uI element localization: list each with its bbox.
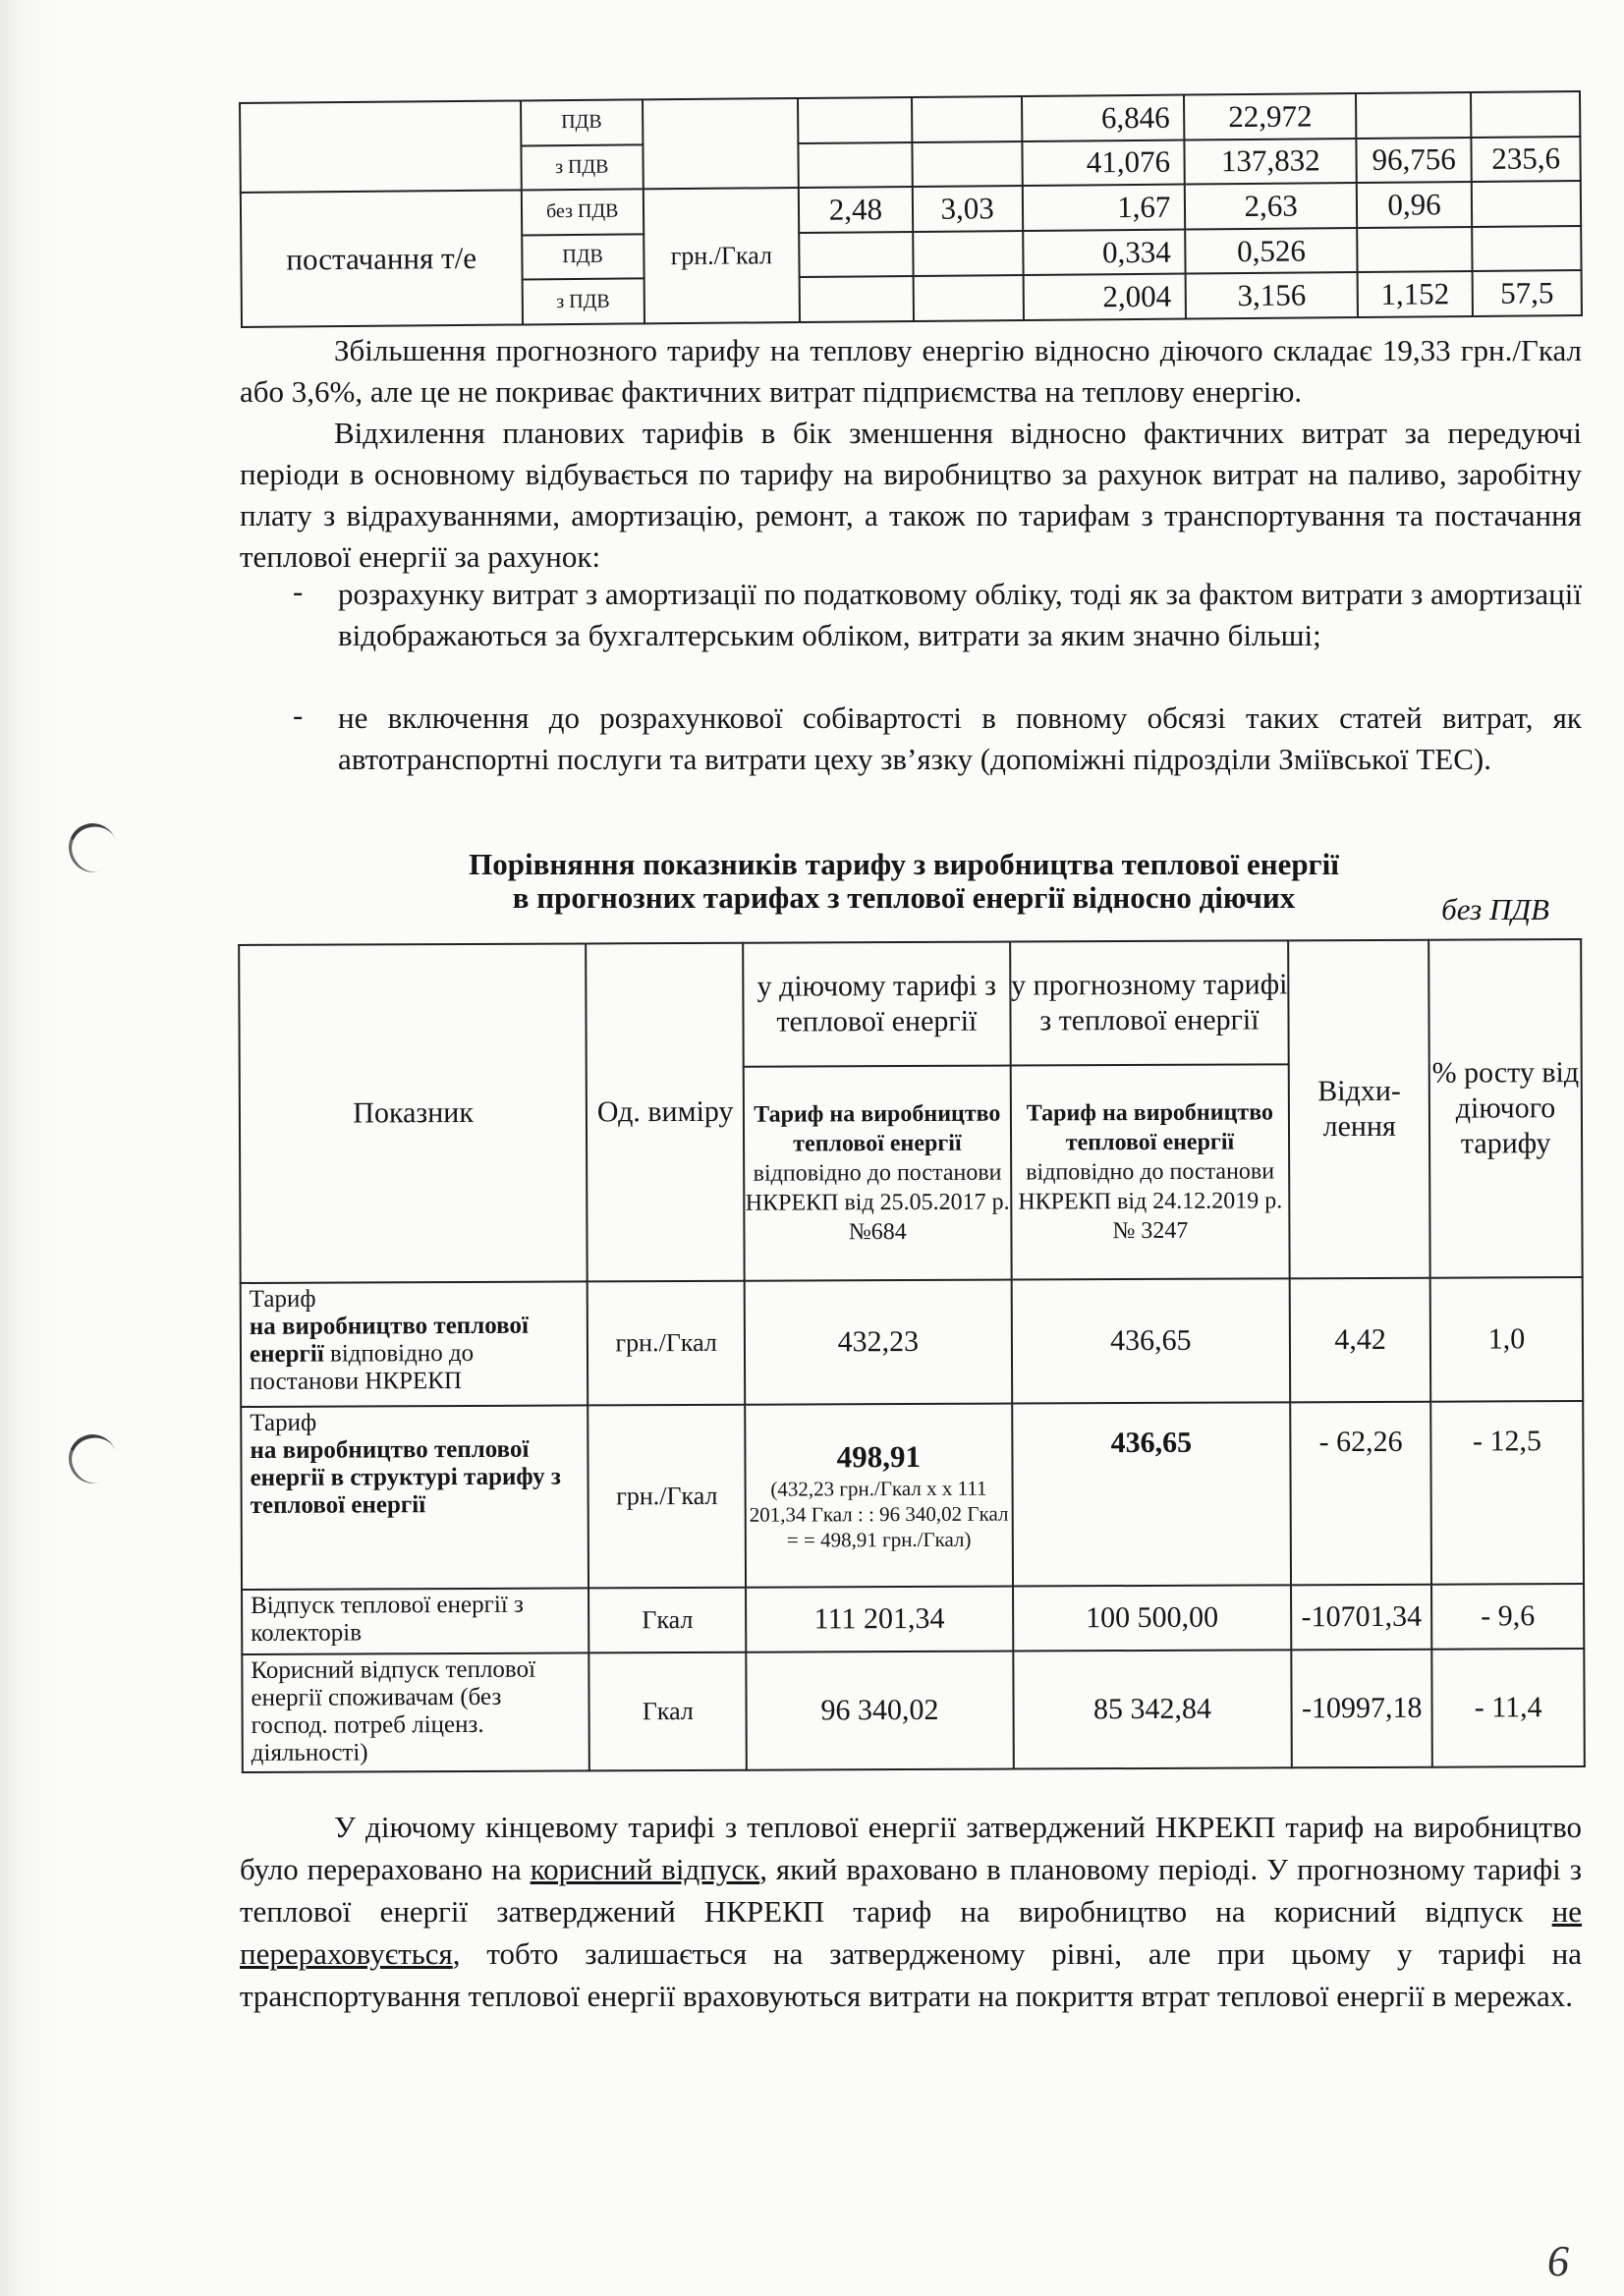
table-cell: постачання т/е bbox=[241, 191, 523, 327]
table-cell bbox=[1357, 227, 1473, 273]
row-label: Відпуск теплової енергії з колекторів bbox=[242, 1588, 589, 1654]
bullet-dash: - bbox=[293, 574, 304, 608]
table-cell bbox=[912, 141, 1022, 188]
table-cell: 57,5 bbox=[1473, 270, 1582, 316]
row-label-bold: на виробництво теплової енергії в структурі тарифу з теплової енергії bbox=[250, 1435, 561, 1519]
row-growth: - 12,5 bbox=[1430, 1401, 1584, 1585]
header-indicator: Показник bbox=[239, 943, 588, 1283]
bullet-item-amortization: розрахунку витрат з амортизації по податковому обліку, тоді як за фактом витрати з амортизації відображаються за бухгалтерським обліком, витрати за яким значно більші; bbox=[338, 577, 1582, 652]
row-forecast: 436,65 bbox=[1012, 1402, 1291, 1586]
vat-note: без ПДВ bbox=[1441, 892, 1549, 926]
closing-text: , який враховано в плановому періоді. У прогнозному тарифі з теплової енергії затверджений НКРЕКП тариф на виробництво на корисний відпуск bbox=[240, 1852, 1582, 1929]
header-forecast-tariff: у прогнозному тарифі з теплової енергії bbox=[1010, 940, 1289, 1065]
row-growth: 1,0 bbox=[1430, 1277, 1583, 1402]
comparison-table bbox=[238, 938, 1586, 1773]
row-label: Корисний відпуск теплової енергії споживачам (без господ. потреб ліценз. діяльності) bbox=[242, 1652, 589, 1772]
row-unit: грн./Гкал bbox=[588, 1281, 745, 1406]
table-cell bbox=[912, 96, 1022, 142]
table-cell: 235,6 bbox=[1472, 137, 1581, 183]
header-forecast-sub bbox=[1010, 1064, 1290, 1279]
row-deviation: 4,42 bbox=[1290, 1278, 1430, 1403]
table-cell: 0,96 bbox=[1357, 182, 1473, 228]
row-label-bold: на виробництво теплової енергії bbox=[249, 1312, 529, 1368]
row-unit: грн./Гкал bbox=[588, 1405, 747, 1589]
row-current: 96 340,02 bbox=[746, 1652, 1013, 1770]
table-cell: 2,48 bbox=[799, 187, 913, 233]
header-current-sub-bold: Тариф на виробництво теплової енергії bbox=[754, 1100, 1001, 1157]
table-cell bbox=[1472, 226, 1581, 272]
table-cell: ПДВ bbox=[522, 234, 644, 280]
row-label bbox=[241, 1405, 588, 1590]
header-forecast-sub-bold: Тариф на виробництво теплової енергії bbox=[1026, 1099, 1274, 1156]
bullet-dash: - bbox=[293, 698, 304, 732]
header-growth: % росту від діючого тарифу bbox=[1428, 939, 1582, 1278]
table-cell: 22,972 bbox=[1184, 93, 1356, 140]
table-cell: 0,334 bbox=[1023, 229, 1186, 275]
bullet-item-costs: не включення до розрахункової собівартості в повному обсязі таких статей витрат, як автотранспортні послуги та витрати цеху зв’язку (допоміжні підрозділи Зміївської ТЕС). bbox=[338, 700, 1582, 776]
table-cell bbox=[643, 98, 799, 190]
table-row bbox=[241, 1277, 1584, 1407]
row-unit: Гкал bbox=[589, 1652, 747, 1771]
row-label-text: Тариф bbox=[249, 1285, 316, 1313]
table-row bbox=[241, 1401, 1584, 1590]
table-cell: 0,526 bbox=[1186, 228, 1358, 274]
row-deviation: -10997,18 bbox=[1292, 1650, 1432, 1768]
table-cell: без ПДВ bbox=[521, 190, 644, 236]
table-cell: 1,152 bbox=[1358, 271, 1474, 317]
header-current-sub bbox=[744, 1066, 1011, 1281]
row-forecast: 436,65 bbox=[1011, 1278, 1290, 1403]
row-current-calculation: (432,23 грн./Гкал х х 111 201,34 Гкал : : 96 340,02 Гкал = = 498,91 грн./Гкал) bbox=[749, 1476, 1009, 1552]
closing-text: У діючому кінцевому тарифі з теплової енергії затверджений НКРЕКП тариф на виробництво було перераховано на bbox=[240, 1810, 1582, 1886]
paragraph-increase: Збільшення прогнозного тарифу на теплову енергію відносно діючого складає 19,33 грн./Гкал або 3,6%, але це не покриває фактичних витрат підприємства на теплову енергію. bbox=[240, 333, 1582, 409]
table-cell bbox=[913, 231, 1023, 277]
table-cell: 137,832 bbox=[1185, 139, 1357, 185]
table-header-row bbox=[239, 939, 1582, 1069]
row-forecast: 85 342,84 bbox=[1013, 1650, 1292, 1768]
table-cell: ПДВ bbox=[521, 99, 644, 145]
table-cell: 6,846 bbox=[1022, 95, 1185, 141]
row-deviation: - 62,26 bbox=[1290, 1402, 1431, 1586]
table-cell bbox=[913, 275, 1023, 321]
header-unit: Од. виміру bbox=[587, 943, 745, 1282]
table-cell bbox=[799, 232, 913, 278]
header-forecast-sub-rest: відповідно до постанови НКРЕКП від 24.12.2019 р. № 3247 bbox=[1018, 1158, 1283, 1245]
row-label-text: Тариф bbox=[250, 1409, 317, 1436]
row-label bbox=[241, 1281, 588, 1407]
closing-paragraph bbox=[240, 1806, 1582, 2017]
table-cell bbox=[798, 97, 912, 143]
table-cell bbox=[800, 276, 914, 322]
row-current: 111 201,34 bbox=[746, 1587, 1013, 1652]
table-cell: 2,63 bbox=[1185, 183, 1357, 229]
row-label-text: відповідно до постанови НКРЕКП bbox=[250, 1339, 475, 1395]
top-tariff-table bbox=[239, 90, 1583, 328]
table-cell bbox=[1471, 91, 1580, 138]
header-deviation: Відхи-лення bbox=[1288, 940, 1429, 1279]
closing-text: , тобто залишається на затвердженому рівні, але при цьому у тарифі на транспортування теплової енергії враховуються витрати на покриття втрат теплової енергії в мережах. bbox=[240, 1936, 1582, 2013]
section-title-line2: в прогнозних тарифах з теплової енергії відносно діючих bbox=[512, 880, 1296, 915]
row-current-value: 498,91 bbox=[836, 1438, 922, 1474]
table-cell: 3,03 bbox=[912, 186, 1022, 232]
page-number: 6 bbox=[1547, 2237, 1569, 2285]
table-cell bbox=[799, 142, 913, 189]
paragraph-deviation: Відхилення планових тарифів в бік зменшення відносно фактичних витрат за передуючі періоди в основному відбувається по тарифу на виробництво за рахунок витрат на паливо, заробітну плату з відрахуваннями, амортизацію, ремонт, а також по тарифам з транспортування та постачання теплової енергії за рахунок: bbox=[240, 416, 1582, 574]
table-cell: грн./Гкал bbox=[644, 188, 801, 323]
row-deviation: -10701,34 bbox=[1291, 1585, 1431, 1651]
table-cell: 1,67 bbox=[1022, 185, 1185, 231]
table-cell bbox=[1356, 92, 1472, 139]
table-cell bbox=[1472, 181, 1581, 227]
table-cell: 41,076 bbox=[1022, 140, 1185, 186]
table-cell: 2,004 bbox=[1023, 274, 1186, 320]
header-current-tariff: у діючому тарифі з теплової енергії bbox=[743, 942, 1010, 1067]
row-unit: Гкал bbox=[588, 1588, 746, 1653]
row-forecast: 100 500,00 bbox=[1013, 1585, 1292, 1651]
underlined-not-recalculated: не перераховується bbox=[240, 1894, 1582, 1971]
section-title-line1: Порівняння показників тарифу з виробництва теплової енергії bbox=[469, 847, 1339, 881]
table-cell: 96,756 bbox=[1356, 138, 1472, 184]
table-cell: з ПДВ bbox=[522, 279, 644, 325]
underlined-useful-supply: корисний відпуск bbox=[530, 1852, 760, 1886]
table-cell: з ПДВ bbox=[521, 144, 644, 191]
table-row bbox=[242, 1584, 1584, 1654]
header-current-sub-rest: відповідно до постанови НКРЕКП від 25.05.2017 р. №684 bbox=[745, 1159, 1010, 1246]
row-growth: - 11,4 bbox=[1431, 1649, 1584, 1767]
row-current: 432,23 bbox=[745, 1280, 1012, 1405]
row-current bbox=[745, 1404, 1012, 1588]
table-cell: 3,156 bbox=[1186, 272, 1358, 318]
row-growth: - 9,6 bbox=[1431, 1584, 1584, 1650]
table-cell bbox=[240, 100, 521, 193]
table-row bbox=[242, 1649, 1585, 1772]
